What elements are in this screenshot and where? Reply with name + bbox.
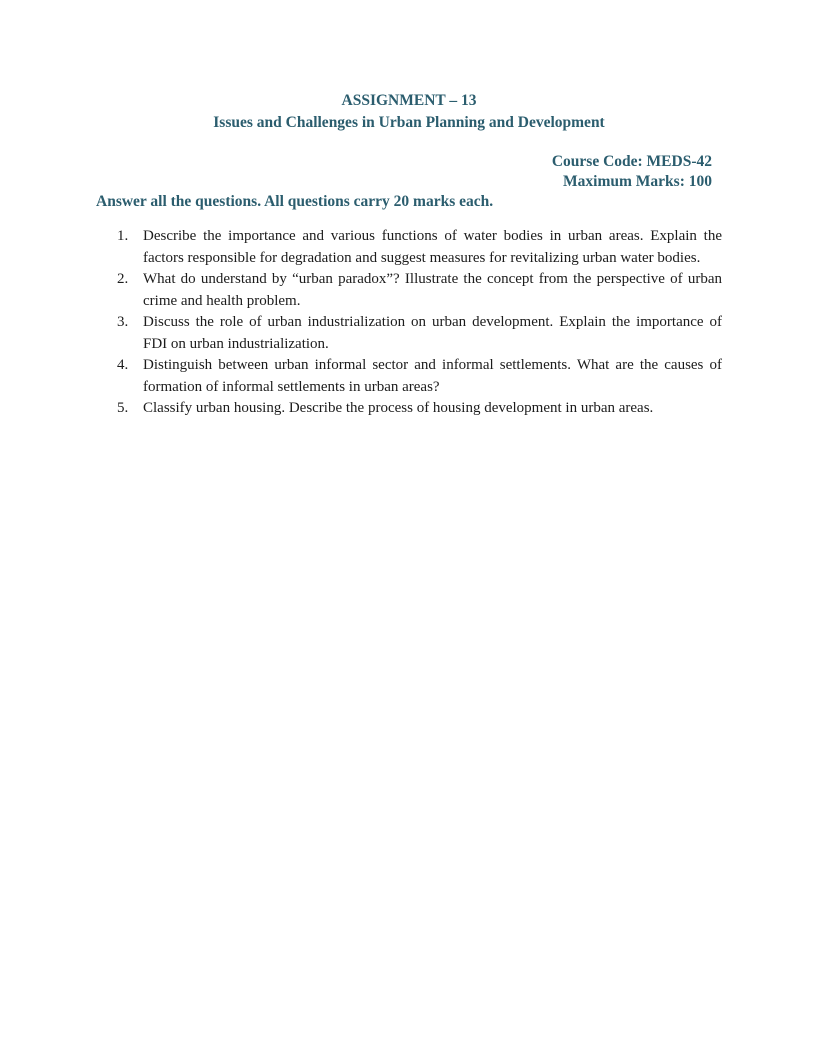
question-text-1: Describe the importance and various functions of water bodies in urban areas. Explain the factors responsible for degradation and suggest measures for revitalizing urban water bodies. [143,228,722,266]
question-text-4: Distinguish between urban informal sector and informal settlements. What are the causes of formation of informal settlements in urban areas? [143,357,722,395]
question-item-1 [96,226,722,269]
question-item-5 [96,398,722,420]
question-text-2: What do understand by “urban paradox”? Illustrate the concept from the perspective of urban crime and health problem. [143,271,722,309]
course-code-line: Course Code: MEDS-42 [551,153,712,170]
document-header [96,90,722,134]
question-text-3: Discuss the role of urban industrialization on urban development. Explain the importance of FDI on urban industrialization. [143,314,722,352]
course-meta-block [96,152,722,192]
question-item-3 [96,312,722,355]
question-text-5: Classify urban housing. Describe the process of housing development in urban areas. [143,400,654,416]
question-number-2: 2. [117,271,129,287]
question-number-5: 5. [117,400,129,416]
question-number-1: 1. [117,228,129,244]
question-number-3: 3. [117,314,129,330]
question-item-2 [96,269,722,312]
question-item-4 [96,355,722,398]
maximum-marks-line: Maximum Marks: 100 [563,173,712,190]
question-list [96,226,722,420]
assignment-title: ASSIGNMENT – 13 [341,92,477,109]
assignment-subtitle: Issues and Challenges in Urban Planning and Development [213,114,605,131]
question-number-4: 4. [117,357,129,373]
instruction-line: Answer all the questions. All questions carry 20 marks each. [96,193,494,210]
